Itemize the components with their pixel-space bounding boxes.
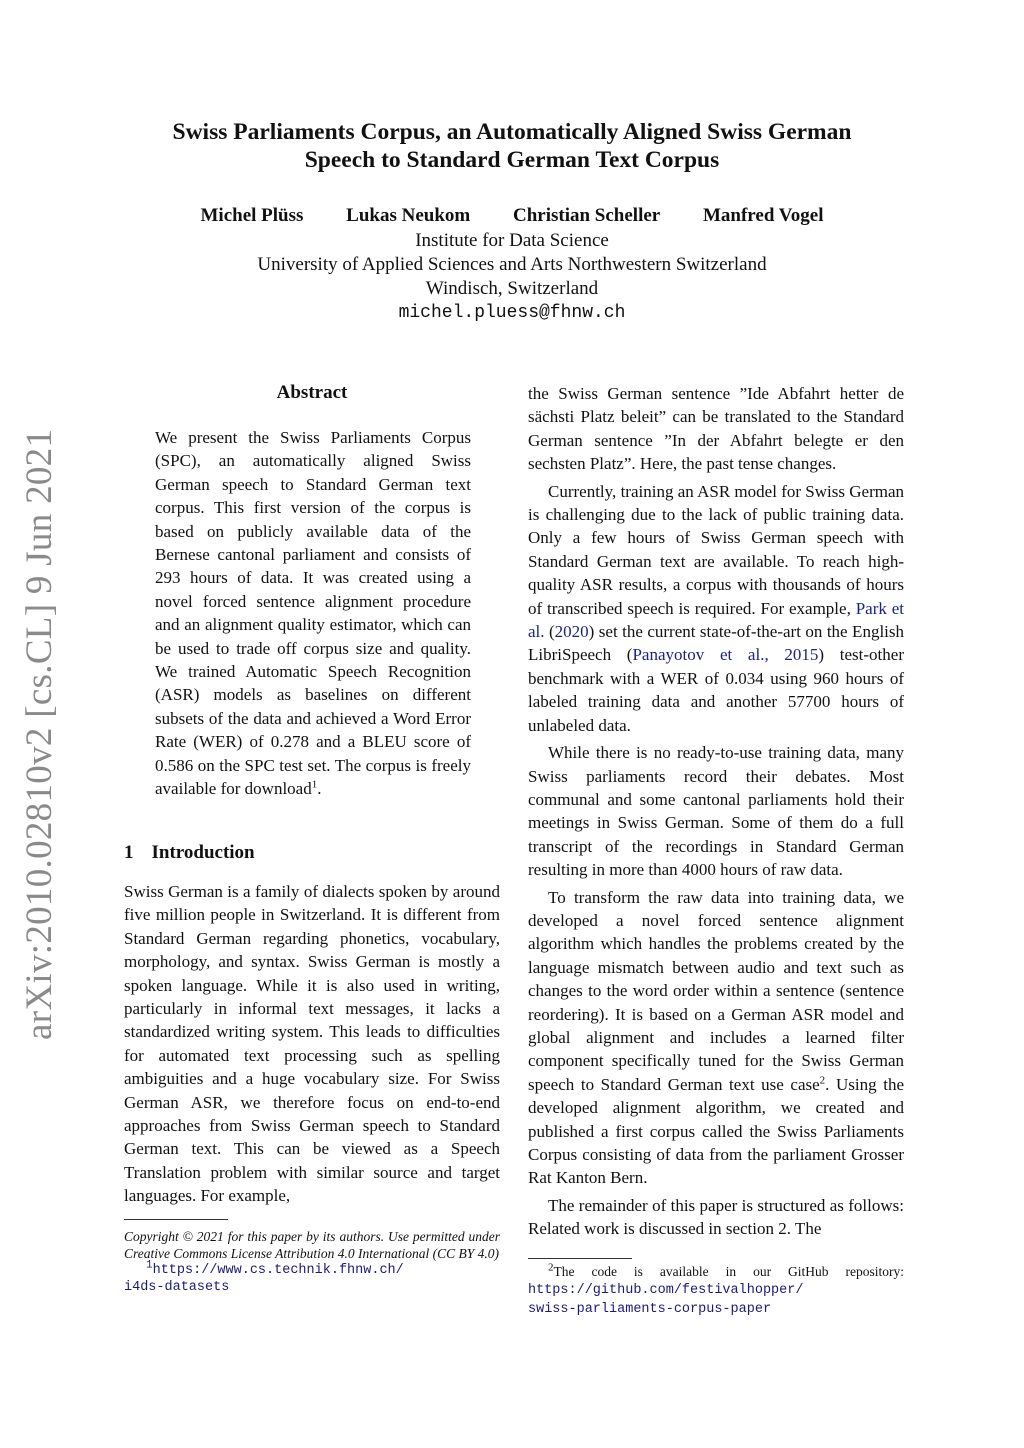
right-column (528, 382, 904, 1245)
paragraph: the Swiss German sentence ”Ide Abfahrt hetter de sächsti Platz beleit” can be translated to the Standard German sentence ”In der Abfahrt belegte er den sechsten Platz”. Here, the past tense changes. (528, 384, 904, 474)
footnote-1-url[interactable] (124, 1263, 404, 1295)
footnote-marker: 1 (146, 1259, 153, 1272)
text-run: To transform the raw data into training data, we developed a novel forced sentence alignment algorithm which handles the problems created by the language mismatch between audio and text such as changes to the word order within a sentence (sentence reordering). It is based on a German ASR model and global alignment and includes a learned filter component specifically tuned for the Swiss German speech to Standard German text use case (528, 887, 904, 1094)
footnote-marker: 2 (548, 1261, 554, 1274)
url-part[interactable]: https://www.cs.technik.fhnw.ch/ (152, 1263, 404, 1278)
text-run: test-other benchmark with a WER of 0.034 using 960 hours of labeled training data and another 57700 hours of unlabeled data. (528, 645, 904, 735)
abstract-end: . (317, 779, 322, 799)
introduction-paragraph: Swiss German is a family of dialects spoken by around five million people in Switzerland. It is different from Standard German regarding phonetics, vocabulary, morphology, and syntax. Swiss German is mostly a spoken language. While it is also used in writing, particularly in informal text messages, it lacks a standardized writing system. This leads to difficulties for automated text processing such as spelling ambiguities and a huge vocabulary size. For Swiss German ASR, we therefore focus on end-to-end approaches from Swiss German speech to Standard German text. This can be viewed as a Speech Translation problem with similar source and target languages. For example, (124, 882, 500, 1206)
footnote-marker[interactable]: 1 (311, 778, 318, 791)
footnotes-left (124, 1228, 500, 1296)
institute: Institute for Data Science (415, 230, 609, 251)
section-number: 1 (124, 842, 134, 863)
abstract-heading: Abstract (276, 382, 348, 403)
arxiv-identifier: arXiv:2010.02810v2 [cs.CL] 9 Jun 2021 (19, 428, 60, 1040)
author-name: Manfred Vogel (702, 205, 824, 226)
url-part[interactable]: i4ds-datasets (124, 1280, 230, 1295)
author-name: Michel Plüss (200, 205, 304, 226)
text-run: Currently, training an ASR model for Swiss German is challenging due to the lack of public training data. Only a few hours of Swiss German speech with Standard German text are available. To reach high-quality ASR results, a corpus with thousands of hours of transcribed speech is required. For example, (528, 481, 904, 618)
paragraph: The remainder of this paper is structured as follows: Related work is discussed in section 2. The (528, 1195, 904, 1239)
text-run: . Using the developed alignment algorithm, we created and published a first corpus called the Swiss Parliaments Corpus consisting of data from the parliament Grosser Rat Kanton Bern. (528, 1074, 905, 1188)
author-list (120, 205, 904, 227)
author-email[interactable]: michel.pluess@fhnw.ch (398, 303, 626, 323)
abstract-text (155, 426, 471, 801)
footnote-2-url[interactable]: https://github.com/festivalhopper/ (528, 1283, 804, 1298)
paragraph: While there is no ready-to-use training data, many Swiss parliaments record their debates. Most communal and some cantonal parliaments hold their meetings in Swiss German. Some of them do a full transcript of the recordings in Standard German resulting in more than 4000 hours of raw data. (528, 743, 904, 880)
citation-year-link[interactable]: 2020 (554, 622, 589, 642)
footnote-2-url[interactable]: swiss-parliaments-corpus-paper (528, 1302, 772, 1317)
citation-link[interactable]: Park et al. (528, 598, 905, 642)
footnote-1 (124, 1259, 500, 1296)
location: Windisch, Switzerland (425, 278, 599, 299)
university: University of Applied Sciences and Arts Northwestern Switzerland (257, 254, 767, 275)
text-run: set the current state-of-the-art on the English LibriSpeech (528, 622, 904, 665)
title-line-2: Speech to Standard German Text Corpus (304, 147, 720, 173)
paper-title (120, 118, 904, 174)
author-name: Christian Scheller (512, 205, 661, 226)
section-title: Introduction (151, 842, 255, 863)
affiliation-block (120, 229, 904, 325)
citation-link[interactable]: Panayotov et al., 2015 (632, 645, 819, 665)
footnote-divider (528, 1258, 632, 1259)
section-heading-introduction (124, 842, 255, 864)
title-line-1: Swiss Parliaments Corpus, an Automatically Aligned Swiss German (172, 119, 852, 145)
footnotes-right (528, 1263, 904, 1318)
footnote-divider (124, 1219, 228, 1220)
paragraph: Currently, training an ASR model for Swiss German is challenging due to the lack of public training data. Only a few hours of Swiss German speech with Standard German text are available. To reach high-quality ASR results, a corpus with thousands of hours of transcribed speech is required. For example, Park et al. (2020) set the current state-of-the-art on the English LibriSpeech (Panayotov et al., 2015) test-other benchmark with a WER of 0.034 using 960 hours of labeled training data and another 57700 hours of unlabeled data. (528, 481, 905, 735)
paragraph (528, 886, 904, 1190)
footnote-2-text: The code is available in our GitHub repository: (553, 1264, 904, 1279)
footnote-marker[interactable]: 2 (819, 1074, 826, 1087)
author-name: Lukas Neukom (346, 205, 471, 226)
abstract-body-text: We present the Swiss Parliaments Corpus (SPC), an automatically aligned Swiss German speech to Standard German text corpus. This first version of the corpus is based on publicly available data of the Bernese cantonal parliament and consists of 293 hours of data. It was created using a novel forced sentence alignment procedure and an alignment quality estimator, which can be used to trade off corpus size and quality. We trained Automatic Speech Recognition (ASR) models as baselines on different subsets of the data and achieved a Word Error Rate (WER) of 0.278 and a BLEU score of 0.586 on the SPC test set. The corpus is freely available for download (155, 428, 471, 799)
copyright-notice: Copyright © 2021 for this paper by its authors. Use permitted under Creative Commons License Attribution 4.0 International (CC BY 4.0) (124, 1229, 500, 1261)
footnote-2 (528, 1263, 904, 1318)
